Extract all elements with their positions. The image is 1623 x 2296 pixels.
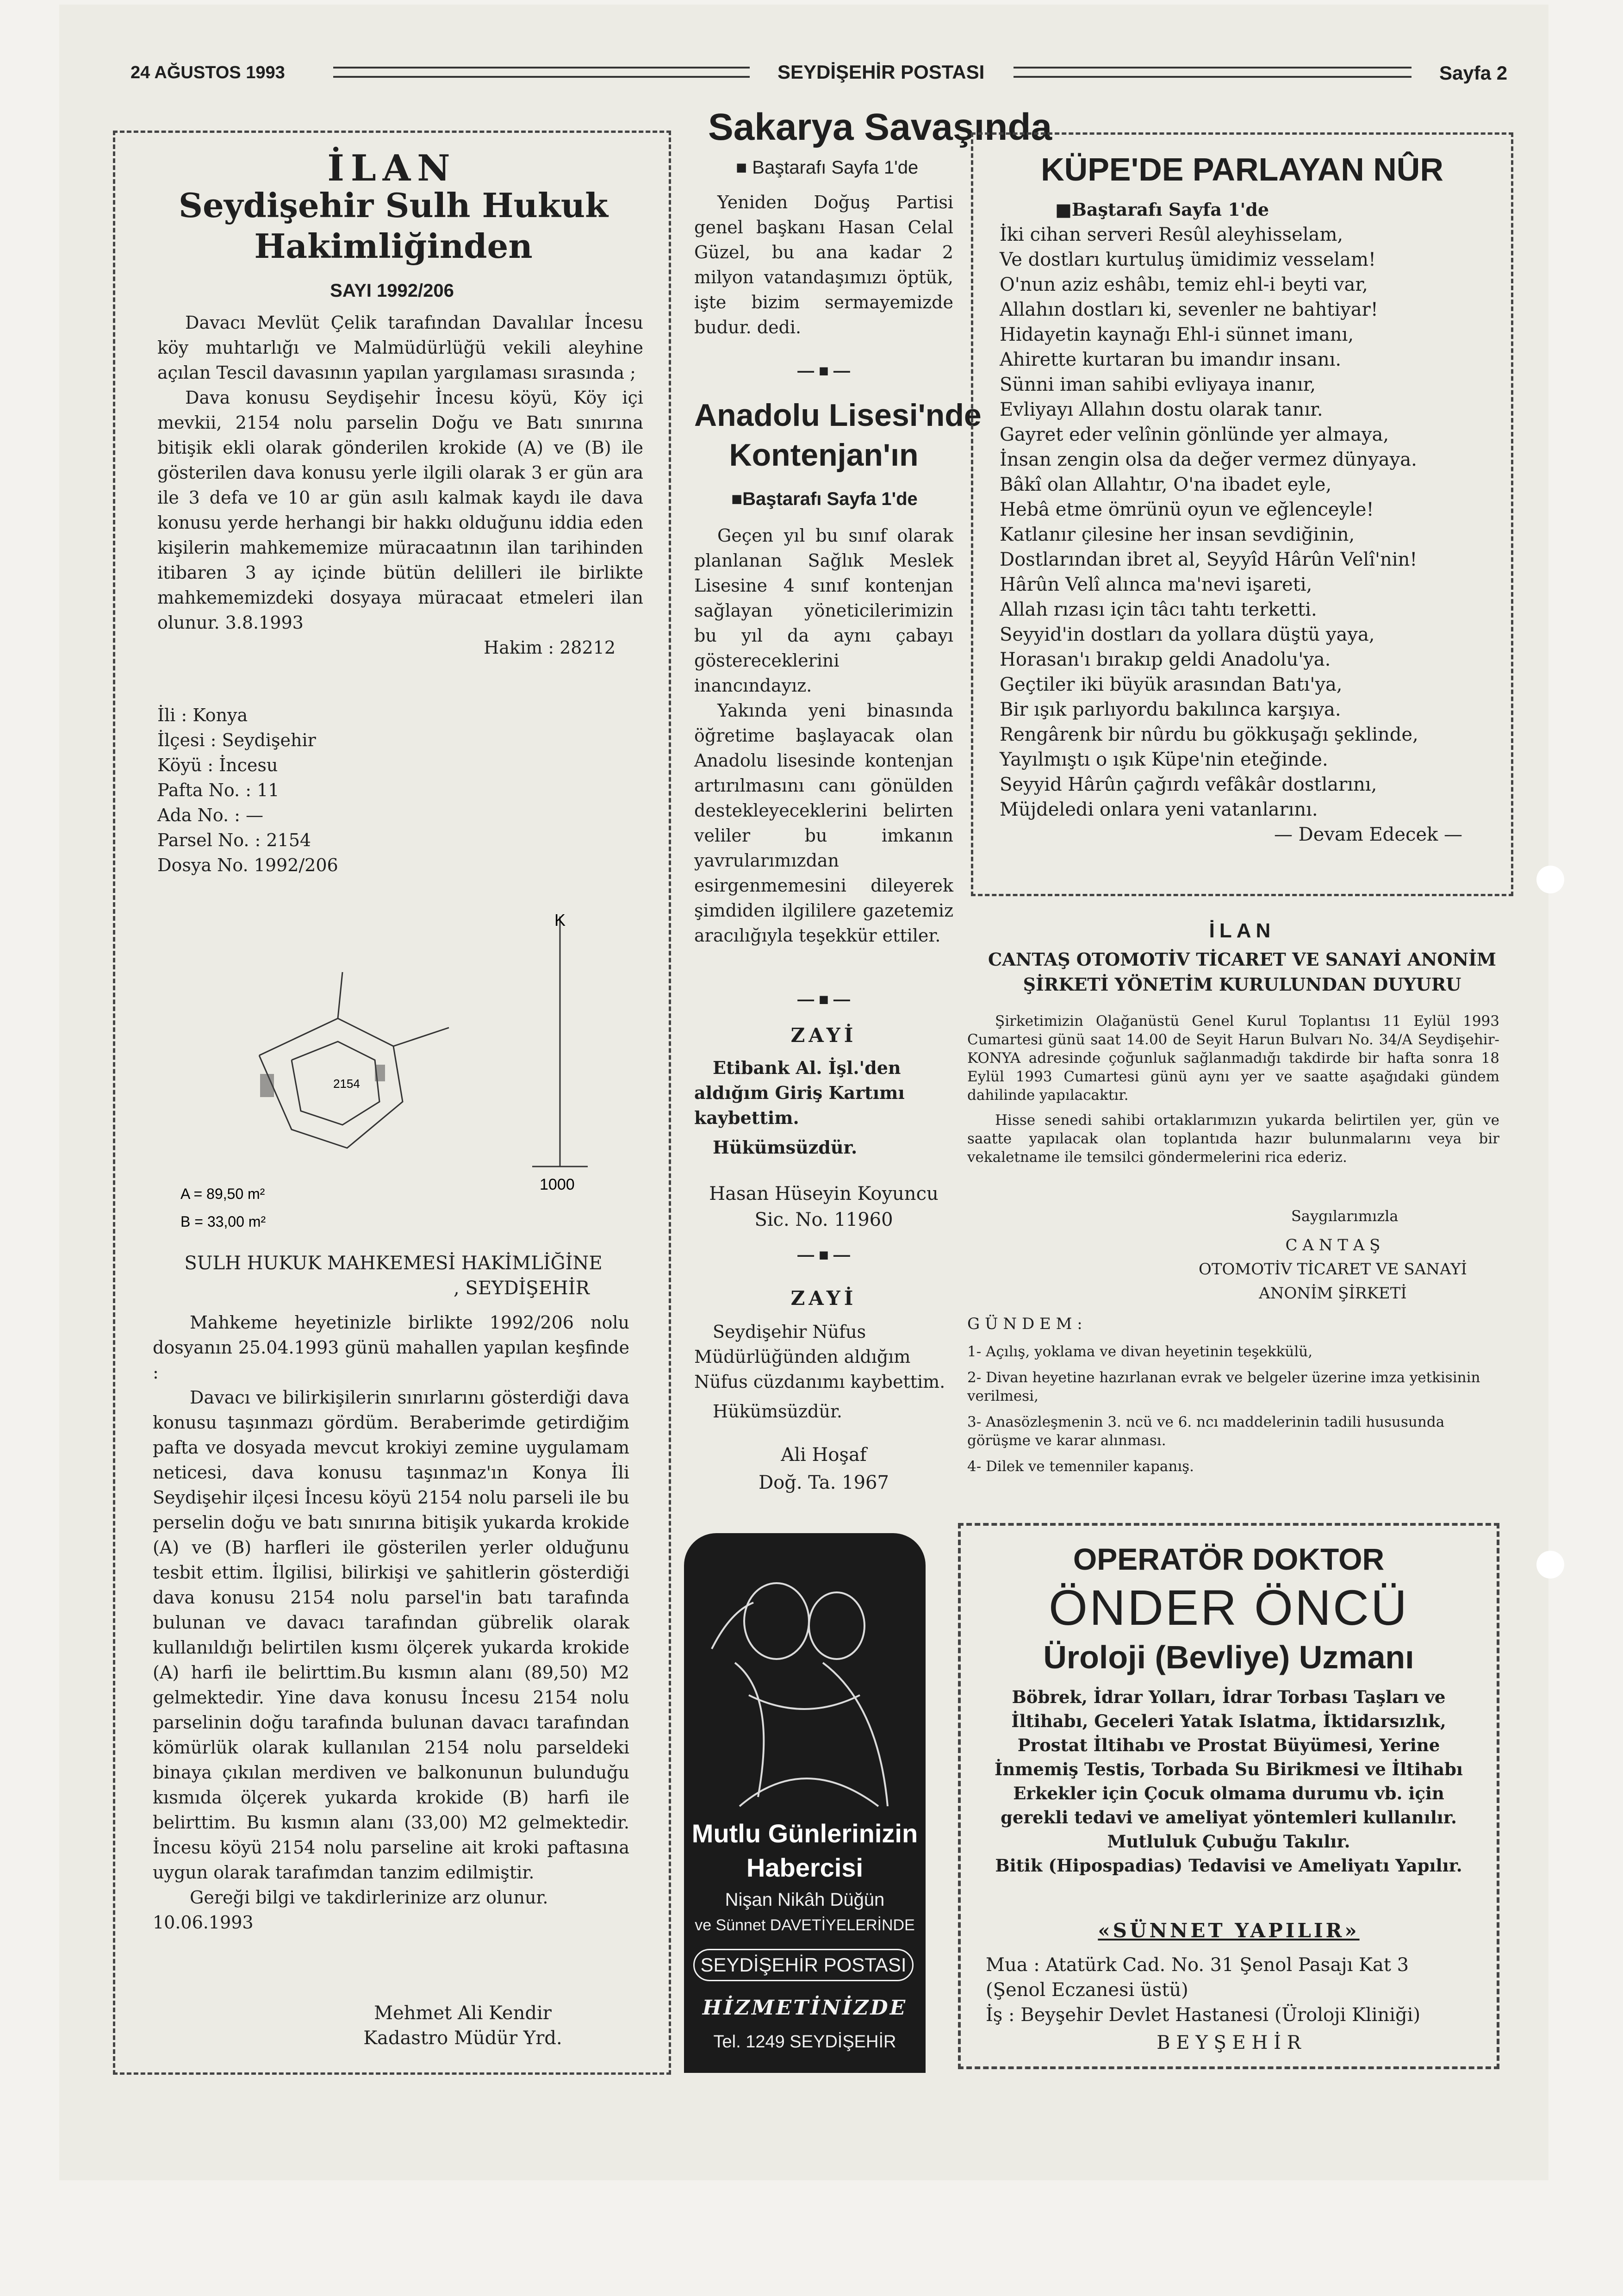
anadolu-body <box>694 523 953 948</box>
scale-label: 1000 <box>540 1176 575 1193</box>
clinic-address: Mua : Atatürk Cad. No. 31 Şenol Pasajı Kat 3 <box>986 1954 1409 1976</box>
parcel-label: 2154 <box>333 1077 360 1091</box>
company-para-2: Hisse senedi sahibi ortaklarımızın yukarda belirtilen yer, gün ve saatte yapılacak olan toplantıda hazır bulunmalarını veya bir vekaletname ile temsilci göndermelerini rica ederiz. <box>967 1112 1499 1166</box>
separator: — ■ — <box>797 361 850 380</box>
poem-line: Seyyid'in dostları da yollara düştü yaya, <box>1000 624 1375 645</box>
hospital-address: İş : Beyşehir Devlet Hastanesi (Üroloji Kliniği) <box>986 2004 1421 2026</box>
area-b-label: B = 33,00 m² <box>180 1213 266 1230</box>
clinic-address-2: (Şenol Eczanesi üstü) <box>986 1979 1188 2001</box>
company-name-1: CANTAŞ OTOMOTİV TİCARET VE SANAYİ ANONİM <box>988 949 1496 970</box>
poem-line: Dostlarından ibret al, Seyyîd Hârûn Velî'nin! <box>1000 549 1418 570</box>
zayi-2-name: Ali Hoşaf <box>781 1444 867 1466</box>
detail-line: Dosya No. 1992/206 <box>157 855 338 875</box>
continuation-text: Baştarafı Sayfa 1'de <box>1071 199 1269 220</box>
agenda-item: 2- Divan heyetine hazırlanan evrak ve belgeler üzerine imza yetkisinin verilmesi, <box>967 1369 1480 1404</box>
report-para-1: Mahkeme heyetinizle birlikte 1992/206 nolu dosyanın 25.04.1993 günü mahallen yapılan keşfinde : <box>153 1312 629 1383</box>
services-text: Böbrek, İdrar Yolları, İdrar Torbası Taşları ve İltihabı, Geceleri Yatak Islatma, İktidarsızlık, Prostat İltihabı ve Prostat Büyümesi, Yerine İnmemiş Testis, Torbada Su Birikmesi ve İltihabı Erkekler için Çocuk olmama durumu vb. için gerekli tedavi ve ameliyat yöntemleri kullanılır. Mutluluk Çubuğu Takılır. <box>995 1687 1463 1852</box>
ad-phone: Tel. 1249 SEYDİŞEHİR <box>713 2032 896 2052</box>
zayi-1-void: Hükümsüzdür. <box>713 1137 858 1158</box>
poem-line: Bir ışık parlıyordu bakılınca karşıya. <box>1000 699 1341 720</box>
report-date: 10.06.1993 <box>153 1912 254 1933</box>
detail-line: Pafta No. : 11 <box>157 780 280 800</box>
separator: — ■ — <box>797 990 850 1009</box>
page-number: Sayfa 2 <box>1439 62 1508 84</box>
report-para-3: Gereği bilgi ve takdirlerinize arz olunur. <box>190 1887 548 1908</box>
signature-name: Mehmet Ali Kendir <box>374 2003 552 2024</box>
parcel-details <box>157 703 528 878</box>
circumcision-note: «SÜNNET YAPILIR» <box>1098 1919 1360 1942</box>
company-para-1: Şirketimizin Olağanüstü Genel Kurul Toplantısı 11 Eylül 1993 Cumartesi günü saat 14.00 de Seyit Harun Bulvarı No. 34/A Seydişehir-KONYA adresinde çoğunluk sağlanmadığı takdirde bir hafta sonra 18 Eylül 1993 Cumartesi günü aynı yer ve saatte aşağıdaki gündem dahilinde yapılacaktır. <box>967 1013 1499 1104</box>
expert-report-body <box>153 1310 629 1935</box>
poem-more: — Devam Edecek — <box>1274 824 1462 845</box>
detail-line: İlçesi : Seydişehir <box>157 730 316 750</box>
zayi-2-birth: Doğ. Ta. 1967 <box>759 1472 889 1493</box>
zayi-2-body <box>694 1319 953 1424</box>
poem-line: O'nun aziz eshâbı, temiz ehl-i beyti var, <box>1000 274 1368 295</box>
doctor-name: ÖNDER ÖNCÜ <box>1048 1579 1409 1635</box>
detail-line: Ada No. : — <box>157 805 264 825</box>
poem-line: Hidayetin kaynağı Ehl-i sünnet imanı, <box>1000 324 1354 345</box>
detail-line: Parsel No. : 2154 <box>157 830 311 850</box>
header-rule-left <box>333 67 750 78</box>
poem-line: Ve dostları kurtuluş ümidimiz vesselam! <box>1000 249 1376 270</box>
ad-line-1: Mutlu Günlerinizin <box>691 1819 918 1848</box>
doctor-specialty: Üroloji (Bevliye) Uzmanı <box>1043 1639 1414 1675</box>
north-label: K <box>554 911 566 930</box>
poem-line: Bâkî olan Allahtır, O'na ibadet eyle, <box>1000 474 1332 495</box>
anadolu-para-2: Yakında yeni binasında öğretime başlayacak olan Anadolu lisesinde kontenjan artırılmasını canı gönülden destekleyeceklerini belirten veliler bu imkanın yavrularımızdan esirgenmemesini dileyerek şimdiden ilgililere gazetemiz aracılığıyla teşekkür ettiler. <box>694 700 953 946</box>
agenda-item: 4- Dilek ve temenniler kapanış. <box>967 1458 1194 1475</box>
anadolu-para-1: Geçen yıl bu sınıf olarak planlanan Sağlık Meslek Lisesine 4 sınıf kontenjan sağlayan yöneticilerimizin bu yıl da aynı çabayı göstereceklerini inancındayız. <box>694 525 953 696</box>
poem-line: Evliyayı Allahın dostu olarak tanır. <box>1000 399 1323 420</box>
company-sig-1: C A N T A Ş <box>1285 1236 1380 1254</box>
parcel-sketch <box>153 907 643 1241</box>
sakarya-title: Sakarya Savaşında <box>708 106 1052 148</box>
poem-lines <box>1000 222 1490 847</box>
ad-service: HİZMETİNİZDE <box>702 1996 908 2020</box>
newspaper-name: SEYDİŞEHİR POSTASI <box>777 61 985 83</box>
poem-line: Seyyid Hârûn çağırdı vefâkâr dostlarını, <box>1000 774 1377 795</box>
poem-line: Hebâ etme ömrünü oyun ve eğlenceyle! <box>1000 499 1374 520</box>
zayi-1-text: Etibank Al. İşl.'den aldığım Giriş Kartımı kaybettim. <box>694 1057 905 1128</box>
agenda-list <box>967 1342 1499 1476</box>
zayi-2-text: Seydişehir Nüfus Müdürlüğünden aldığım Nüfus cüzdanımı kaybettim. <box>694 1322 945 1392</box>
ad-line-2: Habercisi <box>746 1853 864 1882</box>
notice-heading: İLAN <box>327 147 457 189</box>
zayi-1-number: Sic. No. 11960 <box>754 1209 893 1230</box>
poem-line: Rengârenk bir nûrdu bu gökkuşağı şeklinde, <box>1000 724 1418 745</box>
detail-line: İli : Konya <box>157 705 248 725</box>
case-number: SAYI 1992/206 <box>330 281 454 301</box>
poem-line: Geçtiler iki büyük arasından Batı'ya, <box>1000 674 1343 695</box>
company-name-2: ŞİRKETİ YÖNETİM KURULUNDAN DUYURU <box>1023 974 1461 995</box>
poem-line: Ahirette kurtaran bu imandır insanı. <box>1000 349 1342 370</box>
continuation-text: Baştarafı Sayfa 1'de <box>742 489 918 509</box>
court-name: Seydişehir Sulh Hukuk Hakimliğinden <box>179 186 608 266</box>
notice-para-1: Davacı Mevlüt Çelik tarafından Davalılar İncesu köy muhtarlığı ve Malmüdürlüğü vekili aleyhine açılan Tescil davasının yapılan yargılaması sırasında ; <box>157 312 643 383</box>
ad-line-4: ve Sünnet DAVETİYELERİNDE <box>695 1916 915 1934</box>
zayi-2-title: ZAYİ <box>790 1287 857 1310</box>
company-regards: Saygılarımızla <box>1291 1207 1399 1225</box>
bride-groom-illustration <box>684 1556 926 1816</box>
notice-body <box>157 310 643 660</box>
poem-line: Sünni iman sahibi evliyaya inanır, <box>1000 374 1316 395</box>
sakarya-body <box>694 190 953 340</box>
separator: — ■ — <box>797 1245 850 1264</box>
agenda-title: G Ü N D E M : <box>967 1315 1082 1333</box>
doctor-services <box>986 1685 1472 1878</box>
punch-hole <box>1536 1551 1564 1578</box>
zayi-1-title: ZAYİ <box>790 1024 857 1047</box>
company-sig-3: ANONİM ŞİRKETİ <box>1259 1284 1407 1303</box>
signature-title: Kadastro Müdür Yrd. <box>363 2028 562 2049</box>
poem-line: Gayret eder velînin gönlünde yer almaya, <box>1000 424 1389 445</box>
anadolu-title-2: Kontenjan'ın <box>729 437 919 473</box>
anadolu-continuation: ■Baştarafı Sayfa 1'de <box>731 489 918 509</box>
poem-line: Horasan'ı bırakıp geldi Anadolu'ya. <box>1000 649 1331 670</box>
page-header <box>0 59 1623 87</box>
area-a-label: A = 89,50 m² <box>180 1185 265 1202</box>
judge-number: Hakim : 28212 <box>484 637 616 658</box>
zayi-1-body <box>694 1055 953 1160</box>
report-para-2: Davacı ve bilirkişilerin sınırlarını gösterdiği dava konusu taşınmazı gördüm. Beraberimde getirdiğim pafta ve dosyada mevcut krokiyi zemine uygulamam neticesi, dava konusu taşınmaz'ın Konya İli Seydişehir ilçesi İncesu köyü 2154 nolu parseli ile bu perselin doğu ve batı sınırına bitişik yukarda krokide (A) ve (B) harfleri ile gösterilen yerler olduğunu tesbit ettim. İlgilisi, bilirkişi ve şahitlerin gösterdiği dava konusu 2154 nolu parsel'in batı tarafında bulunan ve davacı tarafından gübrelik olarak kullanıldığı belirtilen kısmı ölçerek yukarda krokide (A) harfi ile belirttim.Bu kısmın alanı (89,50) M2 gelmektedir. Yine dava konusu İncesu 2154 nolu parselinin doğu tarafında bulunan davacı tarafından kömürlük olarak kullanılan 2154 nolu parseldeki binaya çıkılan merdiven ve balkonunun bulunduğu kısmıda ölçerek yukarda krokide (B) harfi ile belirttim. Bu kısmın alanı (33,00) M2 gelmektedir. İncesu köyü 2154 nolu parseline ait kroki paftasına uygun olarak tarafımdan tanzim edilmiştir. <box>153 1387 629 1883</box>
ad-line-3: Nişan Nikâh Düğün <box>725 1890 885 1910</box>
agenda-item: 3- Anasözleşmenin 3. ncü ve 6. ncı maddelerinin tadili hususunda görüşme ve karar alınması. <box>967 1414 1445 1449</box>
invitation-ad <box>684 1533 926 2073</box>
detail-line: Köyü : İncesu <box>157 755 278 775</box>
poem-line: Katlanır çilesine her insan sevdiğinin, <box>1000 524 1355 545</box>
sakarya-text: Yeniden Doğuş Partisi genel başkanı Hasan Celal Güzel, bu ana kadar 2 milyon vatandaşımızı öptük, işte bizim sermayemizde budur. dedi. <box>694 192 953 337</box>
punch-hole <box>1536 866 1564 893</box>
ad-brand: SEYDİŞEHİR POSTASI <box>693 1949 914 1981</box>
poem-line: Hârûn Velî alınca ma'nevi işareti, <box>1000 574 1312 595</box>
agenda-item: 1- Açılış, yoklama ve divan heyetinin teşekkülü, <box>967 1343 1313 1360</box>
issue-date: 24 AĞUSTOS 1993 <box>131 63 285 82</box>
poem-line: Yayılmıştı o ışık Küpe'nin eteğinde. <box>1000 749 1328 770</box>
sakarya-continuation: ■ Baştarafı Sayfa 1'de <box>736 157 919 178</box>
poem-line: İnsan zengin olsa da değer vermez dünyaya. <box>1000 449 1417 470</box>
poem-title: KÜPE'DE PARLAYAN NÛR <box>1041 151 1443 187</box>
poem-line: Allahın dostları ki, sevenler ne bahtiyar! <box>1000 299 1378 320</box>
company-sig-2: OTOMOTİV TİCARET VE SANAYİ <box>1199 1260 1467 1279</box>
poem-line: Allah rızası için tâcı tahtı terketti. <box>1000 599 1317 620</box>
notice-para-2: Dava konusu Seydişehir İncesu köyü, Köy içi mevkii, 2154 nolu parselin Doğu ve Batı sınırına bitişik ekli olarak gönderilen krokide (A) ve (B) ile gösterilen dava konusu yerle ilgili olarak 3 er gün ara ile 3 defa ve 10 ar gün asılı kalmak kaydı ile dava konusu yerde herhangi bir hakkı olduğunu iddia eden kişilerin mahkememize müracaatının ilan tarihinden itibaren 3 ay içinde bütün delilleri ile birlikte mahkememizdeki dosyaya müracaat etmeleri ilan olunur. 3.8.1993 <box>157 387 643 633</box>
services-text-2: Bitik (Hipospadias) Tedavisi ve Ameliyatı Yapılır. <box>995 1855 1462 1876</box>
continuation-text: Baştarafı Sayfa 1'de <box>752 157 919 178</box>
anadolu-title-1: Anadolu Lisesi'nde <box>694 398 982 433</box>
company-notice-body <box>967 1012 1499 1167</box>
poem-continuation: ■Baştarafı Sayfa 1'de <box>1055 199 1269 220</box>
city-name: B E Y Ş E H İ R <box>1157 2032 1301 2053</box>
zayi-2-void: Hükümsüzdür. <box>713 1401 843 1422</box>
doctor-role: OPERATÖR DOKTOR <box>1073 1542 1385 1576</box>
court-address-1: SULH HUKUK MAHKEMESİ HAKİMLİĞİNE <box>184 1253 603 1274</box>
header-rule-right <box>1014 67 1412 78</box>
company-notice-heading: İLAN <box>1209 919 1275 942</box>
poem-line: Müjdeledi onlara yeni vatanlarını. <box>1000 799 1318 820</box>
court-address-2: , SEYDİŞEHİR <box>454 1278 590 1299</box>
zayi-1-name: Hasan Hüseyin Koyuncu <box>709 1183 939 1204</box>
poem-line: İki cihan serveri Resûl aleyhisselam, <box>1000 224 1343 245</box>
